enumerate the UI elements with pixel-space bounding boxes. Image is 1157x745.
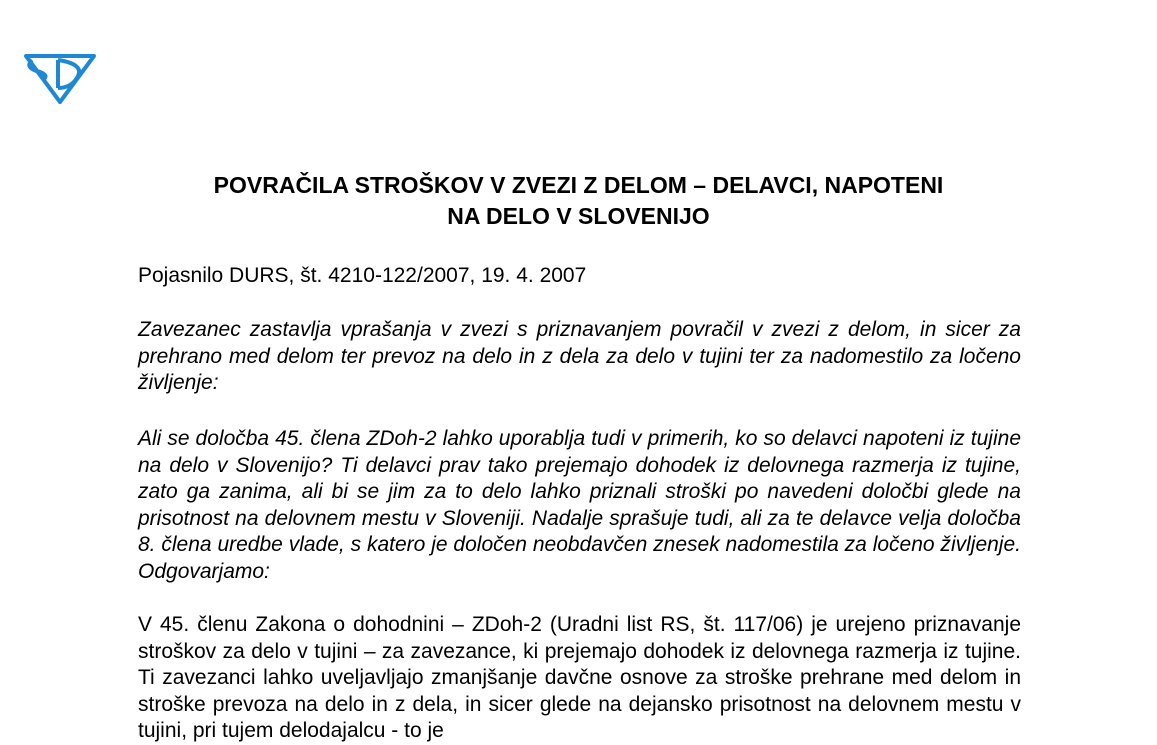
question-intro-paragraph: Zavezanec zastavlja vprašanja v zvezi s priznavanjem povračil v zvezi z delom, in sicer za prehrano med delom ter prevoz na delo in z dela za delo v tujini ter za nadomestilo za ločeno življenje: bbox=[138, 318, 1021, 394]
answer-paragraph: V 45. členu Zakona o dohodnini – ZDoh-2 (Uradni list RS, št. 117/06) je urejeno priznavanje stroškov za delo v tujini – za zavezance, ki prejemajo dohodek iz delovnega razmerja iz tujine. Ti zavezanci lahko uveljavljajo zmanjšanje davčne osnove za stroške prehrane med delom in stroške prevoza na delo in z dela, in sicer glede na dejansko prisotnost na delovnem mestu v tujini, pri tujem delodajalcu - to je bbox=[138, 613, 1021, 742]
question-paragraph: Ali se določba 45. člena ZDoh-2 lahko uporablja tudi v primerih, ko so delavci napoteni iz tujine na delo v Slovenijo? Ti delavci prav tako prejemajo dohodek iz delovnega razmerja iz tujine, zato ga zanima, ali bi se jim za to delo lahko priznali stroški po navedeni določbi glede na prisotnost na delovnem mestu v Sloveniji. Nadalje sprašuje tudi, ali za te delavce velja določba 8. člena uredbe vlade, s katero je določen neobdavčen znesek nadomestila za ločeno življenje. Odgovarjamo: bbox=[138, 427, 1021, 583]
company-logo bbox=[20, 46, 98, 104]
title-line-2: NA DELO V SLOVENIJO bbox=[447, 203, 710, 229]
document-title bbox=[120, 170, 1037, 232]
logo-letters: SD bbox=[59, 76, 61, 77]
title-line-1: POVRAČILA STROŠKOV V ZVEZI Z DELOM – DELAVCI, NAPOTENI bbox=[213, 172, 944, 198]
source-reference: Pojasnilo DURS, št. 4210-122/2007, 19. 4. 2007 bbox=[138, 264, 587, 287]
